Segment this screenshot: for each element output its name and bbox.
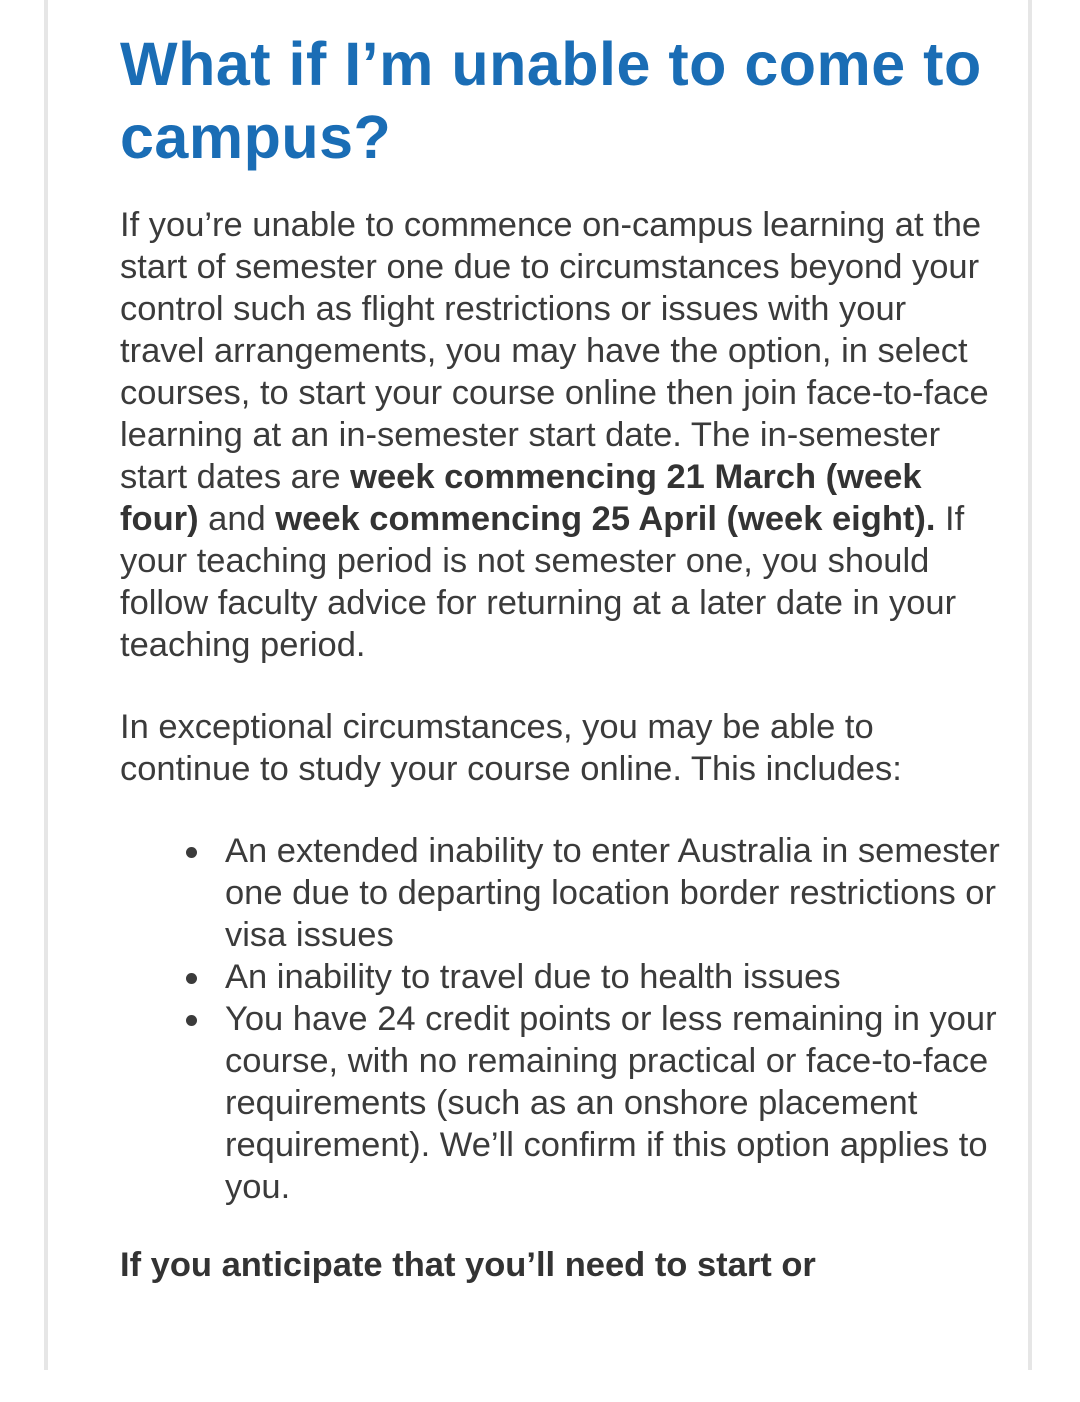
intro-text-and: and [198,500,276,538]
circumstances-list [120,830,1000,1208]
article-content [120,28,1000,1286]
list-item-text: An inability to travel due to health issues [225,958,841,996]
list-item [225,830,1000,956]
bullet-icon [186,1015,197,1026]
page-title: What if I’m unable to come to campus? [120,30,982,171]
list-item-text: You have 24 credit points or less remaining in your course, with no remaining practical or face-to-face requirements (such as an onshore placement requirement). We’ll confirm if this option applies to you. [225,1000,997,1206]
next-section-lead: If you anticipate that you’ll need to start or [120,1246,816,1284]
list-item-text: An extended inability to enter Australia in semester one due to departing location border restrictions or visa issues [225,832,1000,954]
list-item [225,956,1000,998]
start-date-week-four: week commencing 21 March (week four) [120,458,922,538]
intro-text-start: If you’re unable to commence on-campus learning at the start of semester one due to circumstances beyond your control such as flight restrictions or issues with your travel arrangements, you may have the option, in select courses, to start your course online then join face-to-face learning at an in-semester start date. The in-semester start dates are [120,206,989,496]
intro-text-end: If your teaching period is not semester one, you should follow faculty advice for returning at a later date in your teaching period. [120,500,965,664]
page-frame [44,0,1032,1370]
bullet-icon [186,847,197,858]
list-item [225,998,1000,1208]
bullet-icon [186,973,197,984]
start-date-week-eight: week commencing 25 April (week eight). [275,500,936,538]
exceptional-circumstances-paragraph: In exceptional circumstances, you may be able to continue to study your course online. This includes: [120,708,902,788]
intro-paragraph [120,204,1000,666]
